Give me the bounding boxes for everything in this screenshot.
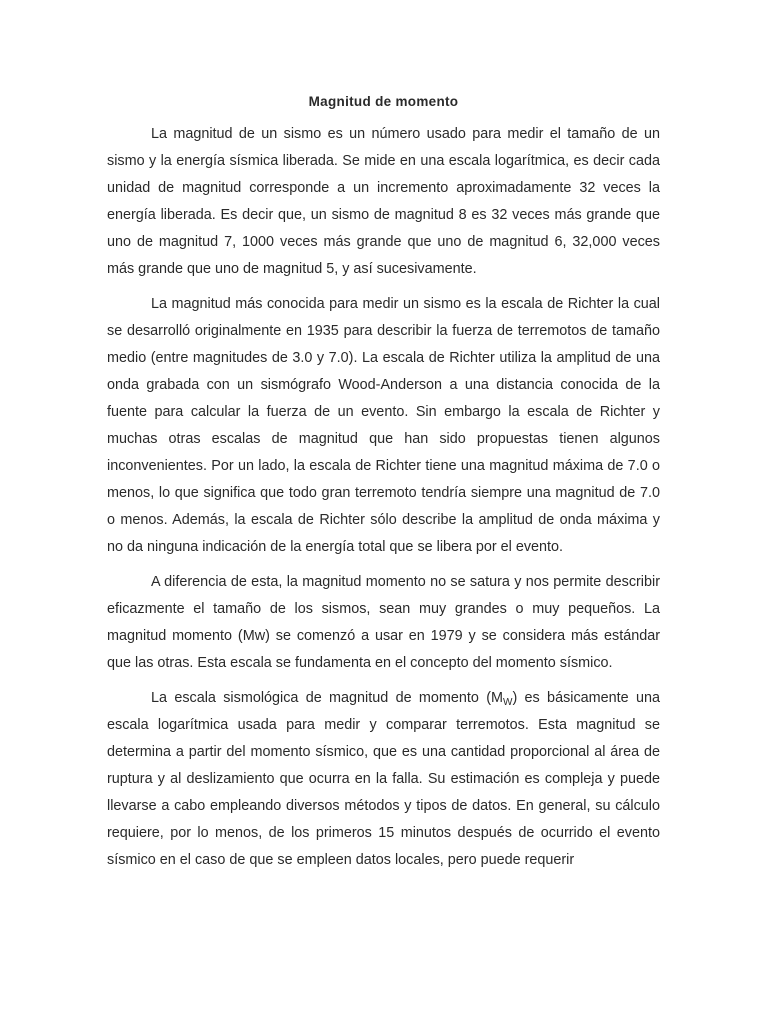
document-body [107,91,660,882]
paragraph-4-text-after: ) es básicamente una escala logarítmica usada para medir y comparar terremotos. Esta magnitud se determina a partir del momento sísmico, que es una cantidad proporcional al área de ruptura y al deslizamiento que ocurra en la falla. Su estimación es compleja y puede llevarse a cabo empleando diversos métodos y tipos de datos. En general, su cálculo requiere, por lo menos, de los primeros 15 minutos después de ocurrido el evento sísmico en el caso de que se empleen datos locales, pero puede requerir [107,690,660,868]
paragraph-4-subscript: W [502,697,513,708]
paragraph-4-text-before: La escala sismológica de magnitud de momento (M [151,690,503,706]
paragraph-3: A diferencia de esta, la magnitud momento no se satura y nos permite describir eficazmente el tamaño de los sismos, sean muy grandes o muy pequeños. La magnitud momento (Mw) se comenzó a usar en 1979 y se considera más estándar que las otras. Esta escala se fundamenta en el concepto del momento sísmico. [107,574,660,671]
paragraph-1: La magnitud de un sismo es un número usado para medir el tamaño de un sismo y la energía sísmica liberada. Se mide en una escala logarítmica, es decir cada unidad de magnitud corresponde a un incremento aproximadamente 32 veces la energía liberada. Es decir que, un sismo de magnitud 8 es 32 veces más grande que uno de magnitud 7, 1000 veces más grande que uno de magnitud 6, 32,000 veces más grande que uno de magnitud 5, y así sucesivamente. [107,126,660,277]
document-title: Magnitud de momento [308,94,459,109]
paragraph-2: La magnitud más conocida para medir un sismo es la escala de Richter la cual se desarrolló originalmente en 1935 para describir la fuerza de terremotos de tamaño medio (entre magnitudes de 3.0 y 7.0). La escala de Richter utiliza la amplitud de una onda grabada con un sismógrafo Wood-Anderson a una distancia conocida de la fuente para calcular la fuerza de un evento. Sin embargo la escala de Richter y muchas otras escalas de magnitud que han sido propuestas tienen algunos inconvenientes. Por un lado, la escala de Richter tiene una magnitud máxima de 7.0 o menos, lo que significa que todo gran terremoto tendría siempre una magnitud de 7.0 o menos. Además, la escala de Richter sólo describe la amplitud de onda máxima y no da ninguna indicación de la energía total que se libera por el evento. [107,296,660,555]
paragraph-4 [107,685,660,874]
